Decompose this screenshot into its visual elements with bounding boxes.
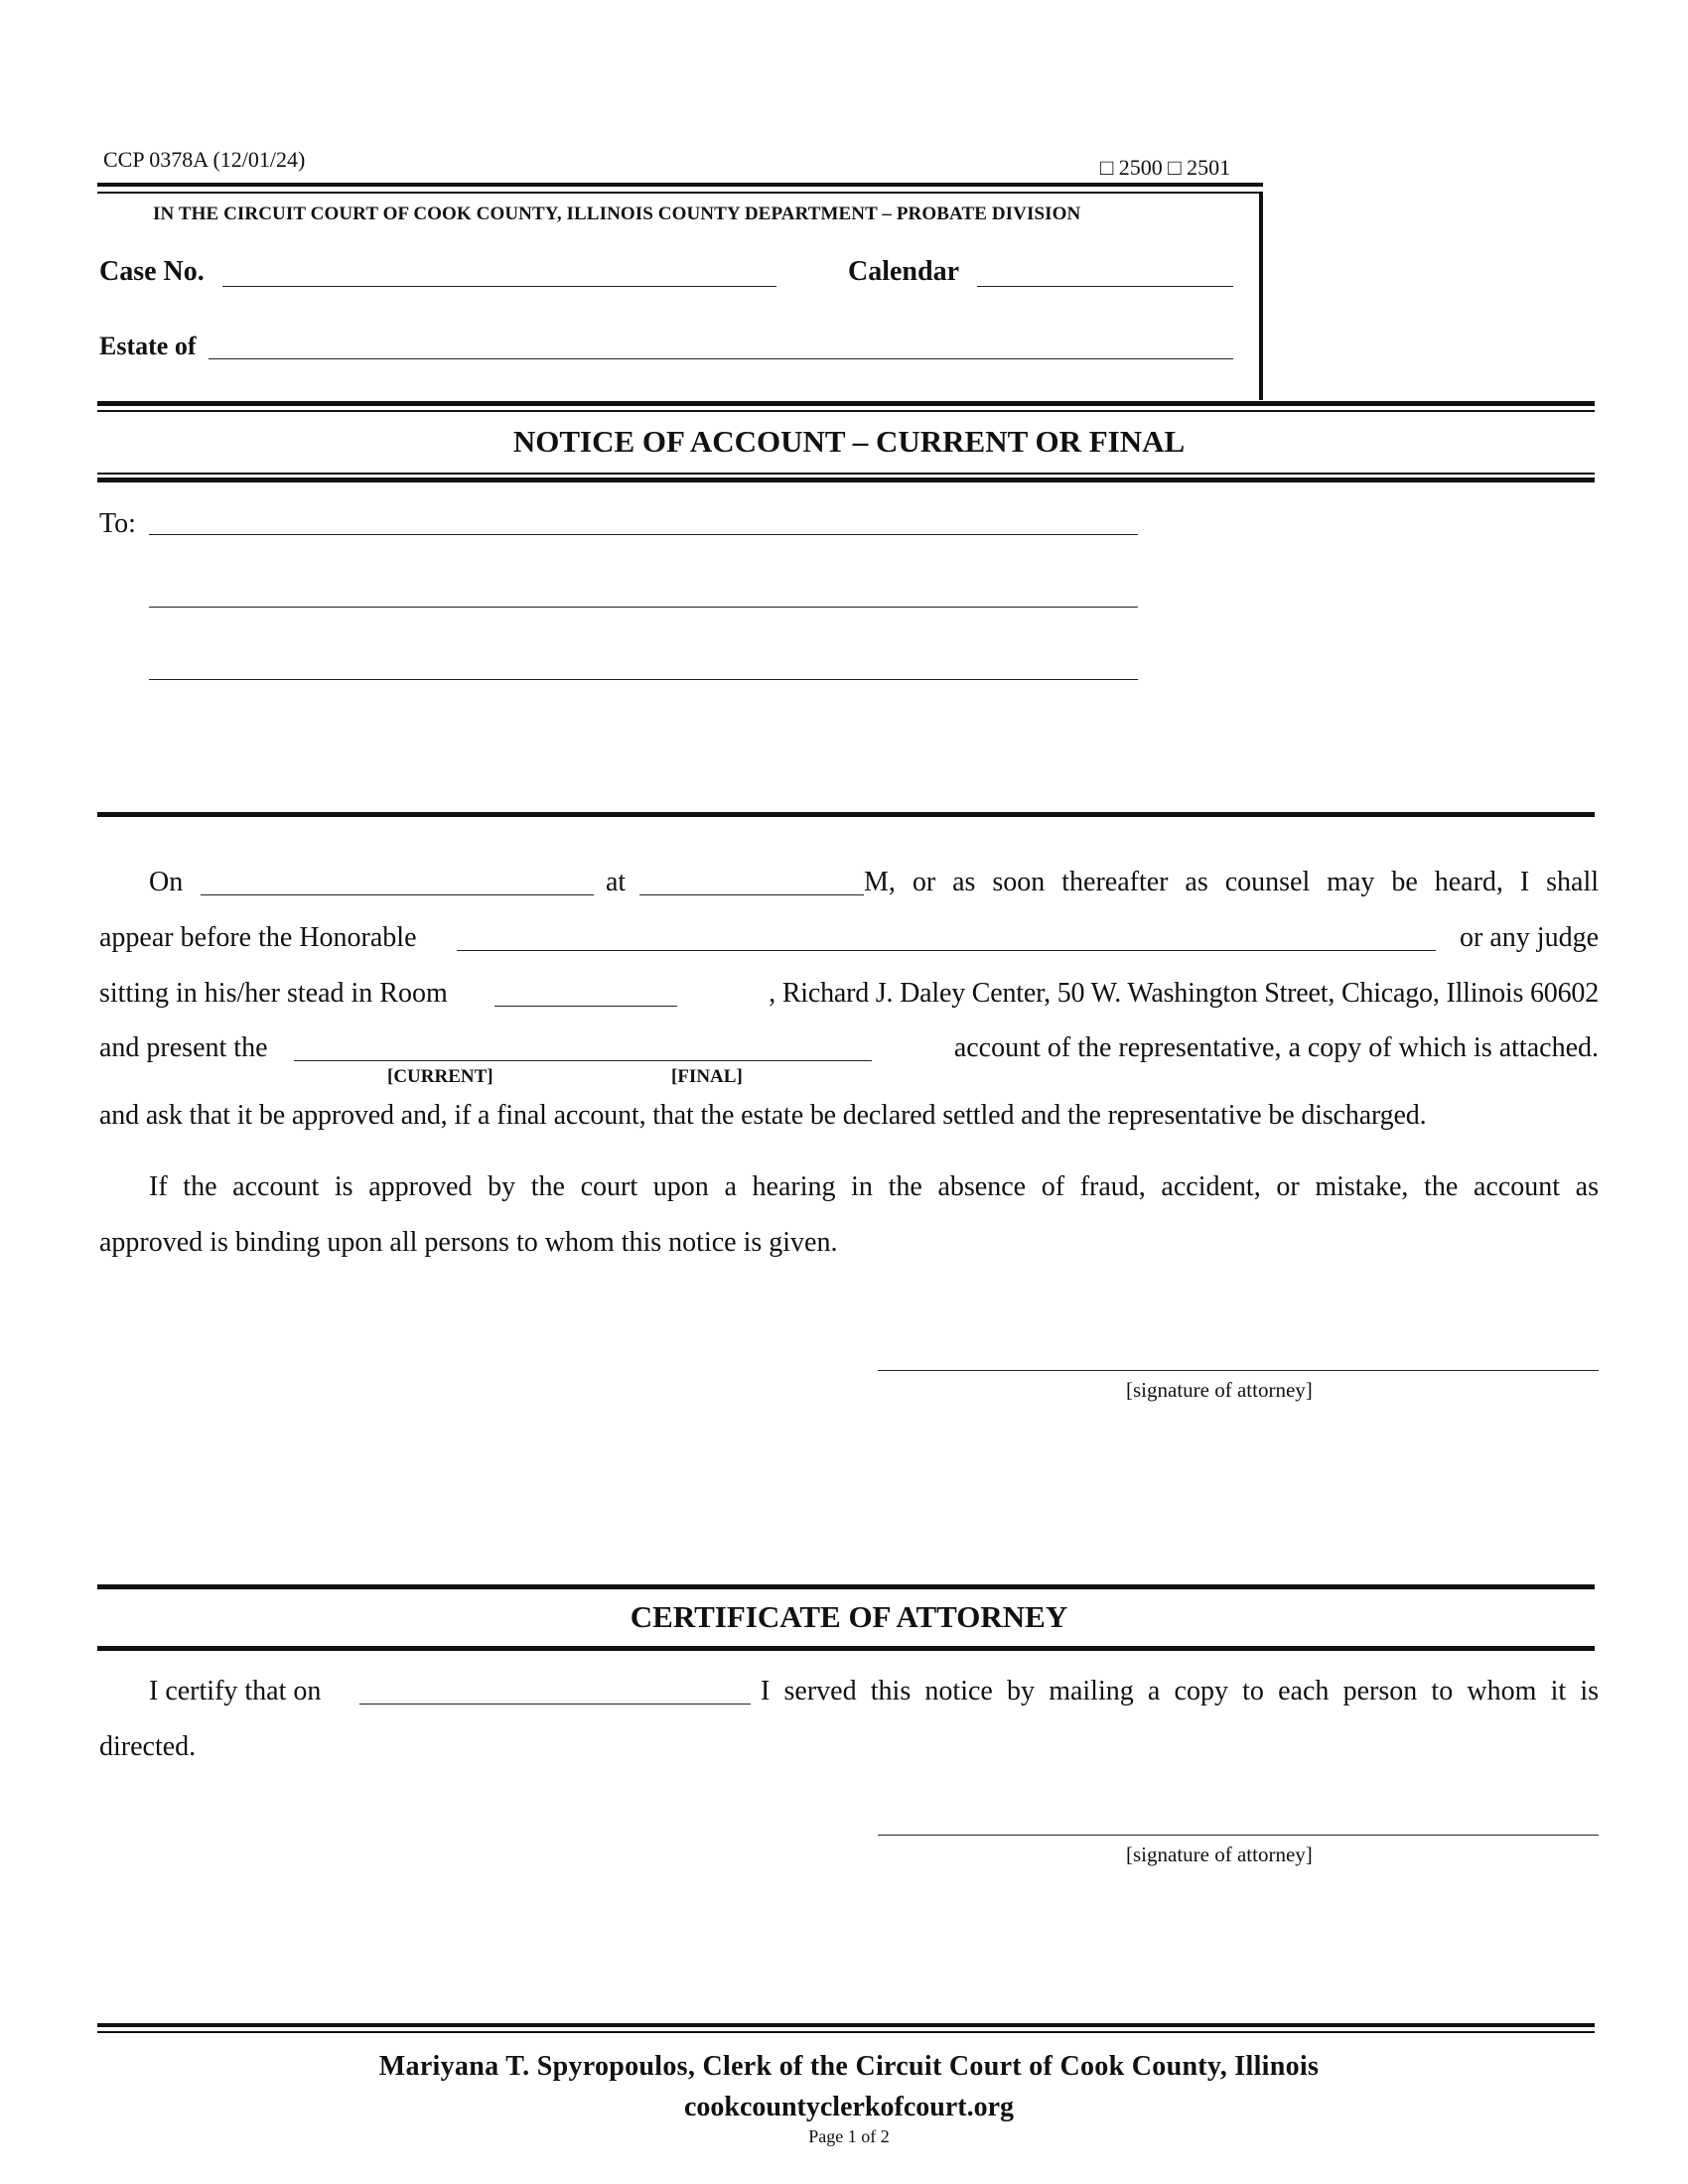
account-type-field[interactable]	[294, 1060, 872, 1061]
line2-end: or any judge	[1460, 922, 1599, 953]
title-bottom-rule-thin	[97, 473, 1595, 475]
attorney-signature-field[interactable]	[878, 1370, 1599, 1371]
title-bottom-rule	[97, 478, 1595, 482]
current-option-label: [CURRENT]	[387, 1066, 493, 1087]
to-label: To:	[99, 508, 136, 539]
calendar-field[interactable]	[977, 286, 1233, 287]
footer-rule-thin	[97, 2031, 1595, 2033]
case-type-checkboxes	[1100, 155, 1230, 181]
title-top-rule-thin	[97, 410, 1595, 412]
to-line-1[interactable]	[149, 534, 1138, 535]
at-label: at	[606, 867, 627, 897]
hearing-date-field[interactable]	[201, 894, 594, 895]
certificate-signature-field[interactable]	[878, 1835, 1599, 1836]
service-date-field[interactable]	[359, 1704, 751, 1705]
line2-start: appear before the Honorable	[99, 922, 417, 953]
calendar-label: Calendar	[848, 256, 959, 287]
judge-name-field[interactable]	[457, 950, 1436, 951]
estate-field[interactable]	[209, 358, 1233, 359]
para2-line1: If the account is approved by the court upon a hearing in the absence of fraud, accident, or mistake, the account as	[149, 1171, 1599, 1202]
final-option-label: [FINAL]	[671, 1066, 743, 1087]
line4-end: account of the representative, a copy of which is attached.	[953, 1032, 1599, 1063]
section-divider	[97, 812, 1595, 817]
certify-line2: directed.	[99, 1731, 197, 1762]
checkbox-2501[interactable]: □ 2501	[1168, 155, 1231, 180]
court-heading: IN THE CIRCUIT COURT OF COOK COUNTY, ILLINOIS COUNTY DEPARTMENT – PROBATE DIVISION	[153, 204, 1081, 224]
page-number: Page 1 of 2	[808, 2126, 890, 2146]
header-box-top-rule-thin	[97, 192, 1263, 194]
header-box-top-rule	[97, 183, 1263, 187]
case-no-label: Case No.	[99, 256, 205, 287]
certify-line1-end: I served this notice by mailing a copy to each person to whom it is	[761, 1676, 1599, 1706]
clerk-name: Mariyana T. Spyropoulos, Clerk of the Circuit Court of Cook County, Illinois	[378, 2051, 1320, 2082]
case-no-field[interactable]	[222, 286, 776, 287]
to-line-3[interactable]	[149, 679, 1138, 680]
line5: and ask that it be approved and, if a final account, that the estate be declared settled and the representative be discharged.	[99, 1100, 1427, 1131]
line3-end: , Richard J. Daley Center, 50 W. Washington Street, Chicago, Illinois 60602	[769, 978, 1599, 1009]
footer-rule	[97, 2023, 1595, 2027]
certify-label: I certify that on	[149, 1676, 322, 1706]
notice-title: NOTICE OF ACCOUNT – CURRENT OR FINAL	[512, 424, 1186, 459]
form-code: CCP 0378A (12/01/24)	[103, 147, 306, 172]
header-box-right-rule	[1259, 192, 1263, 400]
certificate-bottom-rule	[97, 1646, 1595, 1651]
title-top-rule	[97, 401, 1595, 406]
line4-start: and present the	[99, 1032, 268, 1063]
estate-label: Estate of	[99, 332, 197, 360]
clerk-website[interactable]: cookcountyclerkofcourt.org	[683, 2092, 1015, 2122]
room-field[interactable]	[494, 1006, 677, 1007]
certificate-title: CERTIFICATE OF ATTORNEY	[630, 1599, 1068, 1634]
on-label: On	[149, 867, 184, 897]
para2-line2: approved is binding upon all persons to whom this notice is given.	[99, 1227, 838, 1258]
certificate-signature-label: [signature of attorney]	[1126, 1843, 1313, 1866]
checkbox-2500[interactable]: □ 2500	[1100, 155, 1163, 180]
hearing-time-field[interactable]	[639, 894, 864, 895]
signature-label: [signature of attorney]	[1126, 1378, 1313, 1402]
certificate-top-rule	[97, 1584, 1595, 1589]
line1-rest: M, or as soon thereafter as counsel may be heard, I shall	[864, 867, 1599, 897]
line3-start: sitting in his/her stead in Room	[99, 978, 448, 1009]
to-line-2[interactable]	[149, 607, 1138, 608]
